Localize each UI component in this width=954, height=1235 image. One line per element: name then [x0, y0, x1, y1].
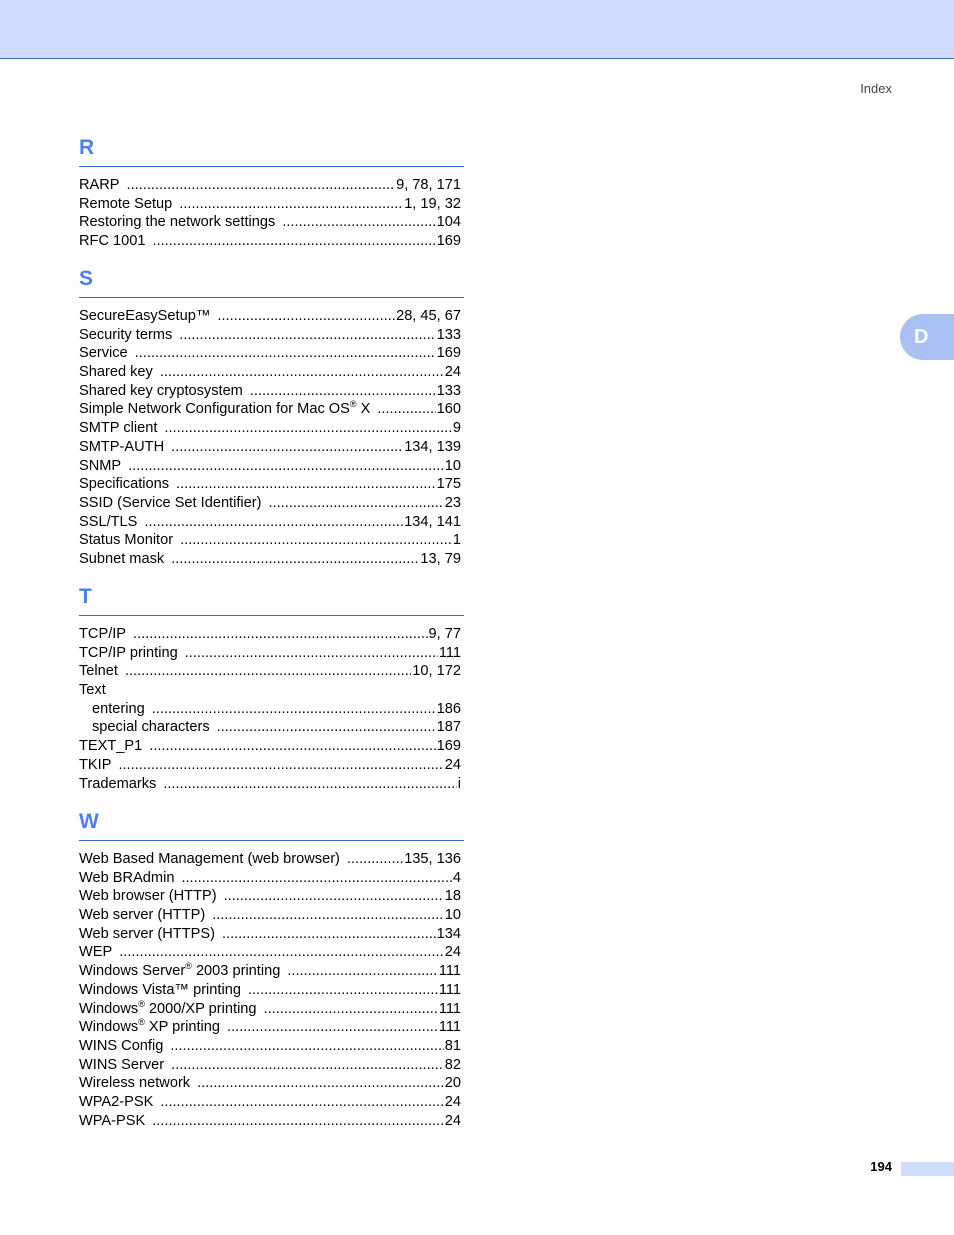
entry-page-refs: 18	[444, 888, 461, 905]
entry-term	[79, 906, 205, 925]
index-entry	[79, 850, 461, 869]
entry-term	[79, 531, 173, 550]
entry-term	[79, 363, 153, 382]
index-entry	[79, 307, 461, 326]
index-entry	[79, 457, 461, 476]
entry-term-text: Web browser (HTTP)	[79, 888, 217, 905]
entry-page-refs: 175	[436, 476, 461, 493]
dot-leader	[250, 382, 436, 401]
entry-term	[79, 326, 172, 345]
index-entry	[79, 1000, 461, 1019]
entry-term-text: SSL/TLS	[79, 513, 138, 530]
entry-term	[79, 981, 241, 1000]
dot-leader	[176, 475, 436, 494]
entry-page-refs: 9, 78, 171	[396, 177, 461, 193]
entry-term	[79, 850, 340, 869]
index-entry	[79, 232, 461, 251]
entry-term	[79, 419, 157, 438]
entry-page-refs: 111	[438, 981, 461, 998]
entry-page-refs: 82	[444, 1056, 461, 1073]
entry-page-refs: 1	[452, 532, 461, 549]
entry-term	[79, 756, 111, 775]
entry-page-refs: 134, 139	[404, 438, 461, 455]
dot-leader	[180, 531, 452, 550]
entry-page-refs: 135, 136	[404, 851, 461, 867]
index-entry	[79, 1074, 461, 1093]
entry-term	[79, 307, 210, 326]
index-entry	[79, 363, 461, 382]
index-section-w	[79, 808, 464, 1130]
entry-term	[79, 925, 215, 944]
entry-term-text: SecureEasySetup™	[79, 308, 211, 324]
entry-page-refs: 111	[438, 1019, 461, 1036]
entry-term-text: SMTP-AUTH	[79, 438, 165, 455]
entry-term-text: WPA-PSK	[79, 1112, 146, 1129]
entry-term-text: Simple Network Configuration for Mac OS	[79, 401, 350, 418]
entry-term-text: Windows Server	[79, 963, 186, 980]
dot-leader	[133, 625, 428, 644]
dot-leader	[248, 981, 438, 1000]
index-entry	[79, 438, 461, 457]
dot-leader	[347, 850, 403, 869]
top-header-band	[0, 0, 954, 59]
index-entry	[79, 326, 461, 345]
entry-term-suffix: XP printing	[144, 1019, 221, 1036]
dot-leader	[171, 438, 403, 457]
dot-leader	[153, 232, 436, 251]
entry-term	[79, 232, 146, 251]
entry-page-refs: 9	[452, 420, 461, 437]
entry-term	[92, 718, 210, 737]
chapter-tab	[900, 314, 954, 360]
index-subentry	[79, 700, 461, 719]
dot-leader	[135, 344, 436, 363]
entry-term	[79, 213, 275, 232]
entry-page-refs: i	[457, 775, 461, 792]
entry-term-text: Security terms	[79, 326, 173, 343]
dot-leader	[179, 195, 403, 214]
index-entry	[79, 887, 461, 906]
dot-leader	[197, 1074, 444, 1093]
entry-page-refs: 111	[438, 644, 461, 661]
entry-term-text: Text	[79, 682, 106, 699]
index-entry	[79, 382, 461, 401]
entry-term	[79, 1000, 257, 1019]
dot-leader	[377, 400, 435, 419]
entry-term	[79, 625, 126, 644]
dot-leader	[152, 700, 436, 719]
index-entry	[79, 400, 461, 419]
entry-page-refs: 24	[444, 756, 461, 773]
entry-term	[79, 869, 174, 888]
section-rule	[79, 297, 464, 298]
entry-term-text: entering	[92, 700, 145, 717]
section-rule	[79, 615, 464, 616]
entry-term-text: Specifications	[79, 476, 170, 493]
section-rule	[79, 840, 464, 841]
entry-page-refs: 24	[444, 1112, 461, 1129]
entry-term	[79, 550, 164, 569]
entry-page-refs: 23	[444, 494, 461, 511]
index-entry	[79, 176, 461, 195]
entry-term	[79, 1056, 164, 1075]
entry-page-refs: 1, 19, 32	[404, 195, 461, 212]
entry-term	[79, 1074, 190, 1093]
index-entry	[79, 195, 461, 214]
dot-leader	[163, 775, 456, 794]
dot-leader	[127, 176, 396, 195]
index-entry	[79, 1037, 461, 1056]
entry-term	[79, 962, 280, 981]
entry-page-refs: 10	[444, 457, 461, 474]
entry-page-refs: 187	[436, 719, 461, 736]
dot-leader	[227, 1018, 438, 1037]
entry-term	[79, 513, 137, 532]
index-entry	[79, 943, 461, 962]
index-entry	[79, 906, 461, 925]
dot-leader	[269, 494, 444, 513]
entry-page-refs: 169	[436, 233, 461, 250]
entry-page-refs: 4	[452, 869, 461, 886]
entry-term-text: Subnet mask	[79, 550, 165, 567]
entry-page-refs: 133	[436, 326, 461, 343]
index-entry	[79, 213, 461, 232]
index-entry	[79, 962, 461, 981]
entry-term-text: Web Based Management (web browser)	[79, 851, 340, 867]
index-entry	[79, 756, 461, 775]
running-header-title: Index	[860, 81, 892, 96]
entry-page-refs: 13, 79	[420, 550, 461, 567]
footer-accent-bar	[901, 1162, 954, 1176]
entry-term-text: WINS Server	[79, 1056, 165, 1073]
index-subentry	[79, 718, 461, 737]
entry-term	[79, 887, 217, 906]
entry-page-refs: 28, 45, 67	[396, 308, 461, 324]
entry-term-text: Restoring the network settings	[79, 214, 276, 231]
entry-page-refs: 9, 77	[428, 626, 461, 642]
entry-term-text: SSID (Service Set Identifier)	[79, 494, 262, 511]
entry-term	[79, 344, 128, 363]
index-entry	[79, 644, 461, 663]
index-entry	[79, 1018, 461, 1037]
dot-leader	[118, 756, 443, 775]
entry-term	[79, 1018, 220, 1037]
dot-leader	[287, 962, 437, 981]
index-entry	[79, 869, 461, 888]
dot-leader	[264, 1000, 438, 1019]
entry-term	[79, 681, 106, 700]
dot-leader	[144, 513, 403, 532]
entry-term-text: TEXT_P1	[79, 738, 143, 755]
index-entry	[79, 419, 461, 438]
index-entry	[79, 737, 461, 756]
registered-mark: ®	[349, 399, 357, 410]
entry-term-text: TCP/IP printing	[79, 644, 178, 661]
entry-term-text: Shared key	[79, 364, 153, 381]
entry-term	[79, 438, 164, 457]
entry-term-text: Shared key cryptosystem	[79, 382, 243, 399]
entry-term-text: Telnet	[79, 663, 118, 680]
entry-term-suffix: 2003 printing	[191, 963, 281, 980]
entry-term	[79, 457, 121, 476]
index-entry	[79, 475, 461, 494]
section-letter: T	[79, 585, 92, 608]
index-entry	[79, 981, 461, 1000]
entry-page-refs: 169	[436, 738, 461, 755]
index-entry	[79, 513, 461, 532]
entry-term	[79, 475, 169, 494]
entry-term	[79, 176, 120, 195]
dot-leader	[171, 1056, 444, 1075]
entry-page-refs: 24	[444, 1093, 461, 1110]
entry-page-refs: 133	[436, 382, 461, 399]
entry-term	[79, 1093, 153, 1112]
entry-page-refs: 160	[436, 401, 461, 418]
dot-leader	[171, 550, 419, 569]
entry-term-text: Remote Setup	[79, 195, 173, 212]
dot-leader	[217, 718, 436, 737]
entry-page-refs: 111	[438, 1000, 461, 1017]
dot-leader	[224, 887, 444, 906]
dot-leader	[160, 1093, 443, 1112]
index-entry	[79, 494, 461, 513]
entry-term-text: WEP	[79, 944, 113, 961]
registered-mark: ®	[138, 998, 145, 1009]
entry-term	[79, 1112, 145, 1131]
entry-term-text: RFC 1001	[79, 233, 146, 250]
entry-term	[79, 400, 370, 419]
entry-term-text: Windows	[79, 1000, 139, 1017]
entry-term	[79, 195, 172, 214]
index-entry	[79, 681, 461, 700]
index-entry	[79, 550, 461, 569]
entry-page-refs: 186	[436, 700, 461, 717]
index-entry	[79, 1093, 461, 1112]
dot-leader	[179, 326, 435, 345]
entry-term-text: SMTP client	[79, 420, 158, 437]
index-entry	[79, 925, 461, 944]
entry-page-refs: 24	[444, 944, 461, 961]
dot-leader	[282, 213, 435, 232]
entry-page-refs: 20	[444, 1075, 461, 1092]
entry-term	[79, 737, 142, 756]
index-entry	[79, 344, 461, 363]
index-entry	[79, 531, 461, 550]
dot-leader	[164, 419, 451, 438]
entry-term-text: Web server (HTTPS)	[79, 925, 215, 942]
index-entry	[79, 1112, 461, 1131]
index-entry	[79, 775, 461, 794]
entry-term-text: Status Monitor	[79, 532, 174, 549]
dot-leader	[217, 307, 395, 326]
index-section-t	[79, 583, 464, 793]
entry-term	[79, 644, 178, 663]
dot-leader	[170, 1037, 443, 1056]
dot-leader	[185, 644, 438, 663]
entry-term-text: SNMP	[79, 457, 122, 474]
registered-mark: ®	[138, 1017, 145, 1028]
entry-page-refs: 81	[444, 1037, 461, 1054]
dot-leader	[222, 925, 436, 944]
entry-page-refs: 104	[436, 214, 461, 231]
dot-leader	[152, 1112, 444, 1131]
entry-term	[92, 700, 145, 719]
entry-term-text: WINS Config	[79, 1037, 164, 1054]
section-letter: S	[79, 267, 94, 290]
entry-term-text: special characters	[92, 719, 210, 736]
entry-term-text: Windows	[79, 1019, 139, 1036]
entry-term	[79, 494, 262, 513]
index-section-r	[79, 134, 464, 251]
entry-term-text: RARP	[79, 177, 120, 193]
entry-term	[79, 775, 156, 794]
index-entry	[79, 662, 461, 681]
section-letter: R	[79, 136, 95, 159]
dot-leader	[160, 363, 444, 382]
entry-term-suffix: 2000/XP printing	[144, 1000, 257, 1017]
entry-page-refs: 24	[444, 364, 461, 381]
index-entry	[79, 1056, 461, 1075]
section-rule	[79, 166, 464, 167]
entry-term	[79, 943, 112, 962]
entry-term-text: Service	[79, 345, 128, 362]
dot-leader	[181, 869, 451, 888]
entry-term	[79, 382, 243, 401]
section-letter: W	[79, 810, 99, 833]
chapter-tab-label: D	[914, 325, 929, 348]
entry-term-text: Windows Vista™ printing	[79, 981, 241, 998]
entry-page-refs: 134	[436, 925, 461, 942]
entry-term	[79, 1037, 163, 1056]
entry-term-text: Wireless network	[79, 1075, 191, 1092]
page-number: 194	[870, 1159, 892, 1174]
entry-term-suffix: X	[356, 401, 371, 418]
entry-term	[79, 662, 118, 681]
entry-page-refs: 111	[438, 963, 461, 980]
index-section-s	[79, 265, 464, 569]
dot-leader	[125, 662, 411, 681]
dot-leader	[119, 943, 444, 962]
dot-leader	[149, 737, 435, 756]
entry-term-text: Web BRAdmin	[79, 869, 175, 886]
index-entry	[79, 625, 461, 644]
entry-page-refs: 10	[444, 907, 461, 924]
entry-term-text: Trademarks	[79, 775, 157, 792]
dot-leader	[212, 906, 444, 925]
registered-mark: ®	[185, 961, 192, 972]
entry-page-refs: 10, 172	[412, 663, 461, 680]
entry-term-text: WPA2-PSK	[79, 1093, 154, 1110]
entry-page-refs: 169	[436, 345, 461, 362]
entry-term-text: Web server (HTTP)	[79, 907, 206, 924]
entry-term-text: TKIP	[79, 756, 112, 773]
dot-leader	[128, 457, 444, 476]
entry-page-refs: 134, 141	[404, 513, 461, 530]
entry-term-text: TCP/IP	[79, 626, 127, 642]
